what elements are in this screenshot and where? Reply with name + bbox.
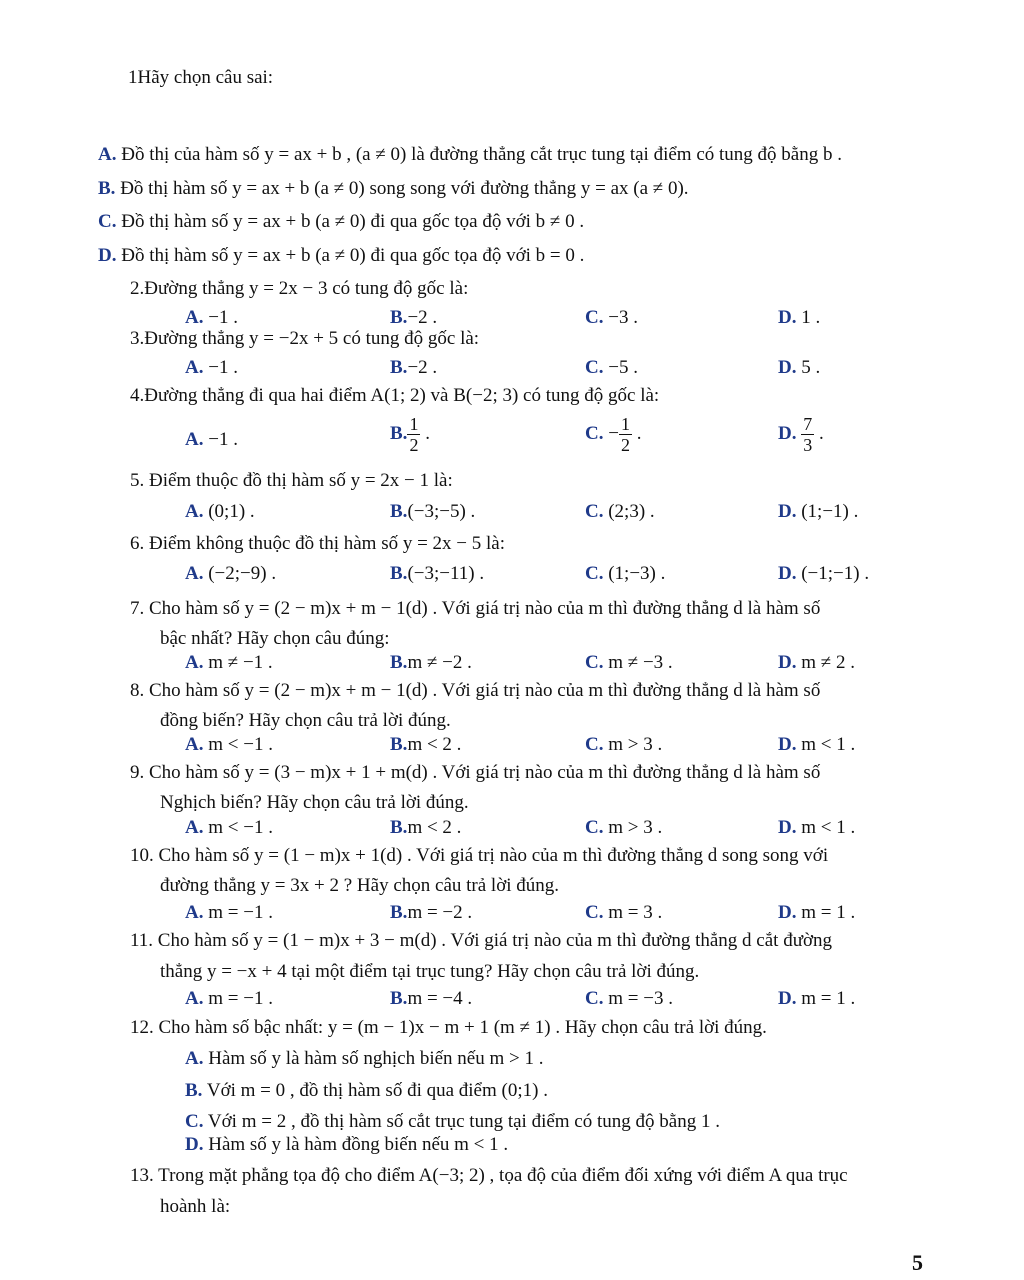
q6-option-a [185,562,276,586]
q4-option-a [185,428,238,452]
q3-a-label: A. [185,357,204,378]
q11-b-text: m = −4 . [407,988,473,1009]
q6-c-text: (1;−3) . [608,563,666,584]
q6-c-label: C. [585,563,604,584]
q8-line1: 8. Cho hàm số y = (2 − m)x + m − 1(d) . Với giá trị nào của m thì đường thẳng d là hàm số [130,680,821,701]
q7-a-text: m ≠ −1 . [208,652,273,673]
q8-option-a [185,733,273,757]
q1-option-d [98,244,584,268]
q8-c-text: m > 3 . [608,734,663,755]
q7-line2: bậc nhất? Hãy chọn câu đúng: [160,628,390,649]
q4-option-c: C. − $\frac{1}{2}$ . [585,414,642,455]
q12-c-text: Với m = 2 , đồ thị hàm số cắt trục tung tại điểm có tung độ bằng 1 . [207,1111,720,1132]
q12-option-c [185,1110,720,1134]
q12-a-text: Hàm số y là hàm số nghịch biến nếu m > 1 . [208,1048,544,1069]
q5-option-c [585,500,655,524]
q9-line2: Nghịch biến? Hãy chọn câu trả lời đúng. [160,792,469,813]
q3-option-d [778,356,820,380]
q6-d-label: D. [778,563,797,584]
q4-d-label: D. [778,422,797,444]
q4-b-fraction [407,414,420,455]
q1-option-b [98,177,689,201]
q2-d-label: D. [778,307,797,328]
q6-b-text: (−3;−11) . [407,563,485,584]
q3-option-c [585,356,638,380]
q6-title: 6. Điểm không thuộc đồ thị hàm số y = 2x − 5 là: [130,533,506,554]
q3-option-a [185,356,238,380]
q10-b-text: m = −2 . [407,902,473,923]
q1-option-d-text: Đồ thị hàm số y = ax + b (a ≠ 0) đi qua gốc tọa độ với b = 0 . [121,245,585,266]
q9-b-text: m < 2 . [407,817,462,838]
q8-option-b [390,733,461,757]
q5-b-text: (−3;−5) . [407,501,476,522]
q12-c-label: C. [185,1111,204,1132]
q11-line1: 11. Cho hàm số y = (1 − m)x + 3 − m(d) . Với giá trị nào của m thì đường thẳng d cắt đường [130,930,833,951]
q7-a-label: A. [185,652,204,673]
q1-option-c-label: C. [98,211,117,232]
q10-c-label: C. [585,902,604,923]
q3-a-text: −1 . [208,357,238,378]
q4-d-fraction [801,414,814,455]
q12-title: 12. Cho hàm số bậc nhất: y = (m − 1)x − m + 1 (m ≠ 1) . Hãy chọn câu trả lời đúng. [130,1017,767,1038]
q8-b-label: B. [390,734,408,755]
q5-option-a [185,500,255,524]
q11-b-label: B. [390,988,408,1009]
q6-a-label: A. [185,563,204,584]
q3-d-label: D. [778,357,797,378]
q7-option-d [778,651,855,675]
q4-c-numerator: 1 [620,414,630,434]
q8-d-label: D. [778,734,797,755]
q3-title: 3.Đường thẳng y = −2x + 5 có tung độ gốc là: [130,328,480,349]
q2-option-d [778,306,820,330]
q6-b-label: B. [390,563,408,584]
q11-c-label: C. [585,988,604,1009]
q8-a-label: A. [185,734,204,755]
q1-option-d-label: D. [98,245,117,266]
q5-d-text: (1;−1) . [801,501,859,522]
q4-option-b: B. $\frac{1}{2}$ . [390,414,430,455]
q5-option-d [778,500,858,524]
q4-a-text: −1 . [208,429,238,450]
q12-option-b [185,1079,548,1103]
q7-option-a [185,651,273,675]
q1-option-a-text: Đồ thị của hàm số y = ax + b , (a ≠ 0) là đường thẳng cắt trục tung tại điểm có tung độ bằng b . [121,144,842,165]
q7-c-text: m ≠ −3 . [608,652,673,673]
q2-b-text: −2 . [407,307,438,328]
q4-c-sign: − [608,422,619,444]
q5-a-text: (0;1) . [208,501,255,522]
q7-option-b [390,651,472,675]
q8-option-c [585,733,662,757]
q9-b-label: B. [390,817,408,838]
q1-option-c [98,210,584,234]
q13-line2: hoành là: [160,1196,231,1217]
q11-c-text: m = −3 . [608,988,673,1009]
q8-b-text: m < 2 . [407,734,462,755]
q10-a-text: m = −1 . [208,902,273,923]
q6-d-text: (−1;−1) . [801,563,870,584]
q6-a-text: (−2;−9) . [208,563,277,584]
q13-line1: 13. Trong mặt phẳng tọa độ cho điểm A(−3; 2) , tọa độ của điểm đối xứng với điểm A qua trục [130,1165,848,1186]
q11-a-label: A. [185,988,204,1009]
q4-b-label: B. [390,422,408,444]
q9-option-b [390,816,461,840]
q1-option-c-text: Đồ thị hàm số y = ax + b (a ≠ 0) đi qua gốc tọa độ với b ≠ 0 . [121,211,585,232]
q3-b-text: −2 . [407,357,438,378]
q2-a-label: A. [185,307,204,328]
q12-option-a [185,1047,543,1071]
q2-d-text: 1 . [801,307,821,328]
q4-d-denominator: 3 [803,435,813,455]
q9-c-text: m > 3 . [608,817,663,838]
q6-option-d [778,562,869,586]
q5-d-label: D. [778,501,797,522]
q5-b-label: B. [390,501,408,522]
q4-d-numerator: 7 [803,414,813,434]
q4-a-label: A. [185,429,204,450]
q1-option-b-text: Đồ thị hàm số y = ax + b (a ≠ 0) song song với đường thẳng y = ax (a ≠ 0). [120,178,689,199]
q8-line2: đồng biến? Hãy chọn câu trả lời đúng. [160,710,451,731]
q4-b-numerator: 1 [409,414,419,434]
q12-b-label: B. [185,1080,203,1101]
q10-line2: đường thẳng y = 3x + 2 ? Hãy chọn câu trả lời đúng. [160,875,560,896]
q10-d-text: m = 1 . [801,902,856,923]
q11-option-c [585,987,673,1011]
q7-c-label: C. [585,652,604,673]
q12-a-label: A. [185,1048,204,1069]
q10-c-text: m = 3 . [608,902,663,923]
q11-option-a [185,987,273,1011]
q1-option-a-label: A. [98,144,117,165]
q9-a-text: m < −1 . [208,817,273,838]
q10-option-b [390,901,472,925]
q9-d-label: D. [778,817,797,838]
q3-d-text: 5 . [801,357,821,378]
q10-option-d [778,901,855,925]
q1-option-b-label: B. [98,178,116,199]
q11-a-text: m = −1 . [208,988,273,1009]
q11-line2: thẳng y = −x + 4 tại một điểm tại trục tung? Hãy chọn câu trả lời đúng. [160,961,700,982]
q5-c-text: (2;3) . [608,501,655,522]
q11-d-text: m = 1 . [801,988,856,1009]
q5-a-label: A. [185,501,204,522]
q9-line1: 9. Cho hàm số y = (3 − m)x + 1 + m(d) . Với giá trị nào của m thì đường thẳng d là hàm số [130,762,821,783]
q9-option-d [778,816,855,840]
q8-option-d [778,733,855,757]
q3-c-label: C. [585,357,604,378]
q12-option-d [185,1133,508,1157]
q11-option-d [778,987,855,1011]
q4-c-denominator: 2 [620,435,630,455]
q4-c-label: C. [585,422,604,444]
q11-option-b [390,987,472,1011]
q5-c-label: C. [585,501,604,522]
q7-b-text: m ≠ −2 . [407,652,472,673]
q10-option-c [585,901,662,925]
q8-d-text: m < 1 . [801,734,856,755]
q1-title: 1Hãy chọn câu sai: [128,67,274,88]
q4-b-denominator: 2 [409,435,419,455]
q7-option-c [585,651,673,675]
q6-option-c [585,562,665,586]
q12-b-text: Với m = 0 , đồ thị hàm số đi qua điểm (0;1) . [206,1080,548,1101]
q5-title: 5. Điểm thuộc đồ thị hàm số y = 2x − 1 là: [130,470,453,491]
q7-d-text: m ≠ 2 . [801,652,855,673]
q4-option-d: D. $\frac{7}{3}$ . [778,414,824,455]
q3-b-label: B. [390,357,408,378]
q2-b-label: B. [390,307,408,328]
q3-option-b [390,356,437,380]
q9-a-label: A. [185,817,204,838]
q4-c-fraction [619,414,632,455]
q9-d-text: m < 1 . [801,817,856,838]
q1-option-a [98,143,842,167]
q10-d-label: D. [778,902,797,923]
q7-b-label: B. [390,652,408,673]
q10-option-a [185,901,273,925]
page-number: 5 [912,1250,923,1275]
q2-title: 2.Đường thẳng y = 2x − 3 có tung độ gốc là: [130,278,469,299]
q6-option-b [390,562,484,586]
q8-a-text: m < −1 . [208,734,273,755]
q3-c-text: −5 . [608,357,638,378]
q10-line1: 10. Cho hàm số y = (1 − m)x + 1(d) . Với giá trị nào của m thì đường thẳng d song song với [130,845,829,866]
q5-option-b [390,500,475,524]
q9-option-c [585,816,662,840]
q10-b-label: B. [390,902,408,923]
q11-d-label: D. [778,988,797,1009]
q12-d-label: D. [185,1134,204,1155]
q8-c-label: C. [585,734,604,755]
q2-c-label: C. [585,307,604,328]
q7-d-label: D. [778,652,797,673]
q2-a-text: −1 . [208,307,238,328]
q10-a-label: A. [185,902,204,923]
q9-option-a [185,816,273,840]
q2-option-c [585,306,638,330]
q2-c-text: −3 . [608,307,638,328]
q4-title: 4.Đường thẳng đi qua hai điểm A(1; 2) và B(−2; 3) có tung độ gốc là: [130,385,660,406]
q7-line1: 7. Cho hàm số y = (2 − m)x + m − 1(d) . Với giá trị nào của m thì đường thẳng d là hàm số [130,598,821,619]
q12-d-text: Hàm số y là hàm đồng biến nếu m < 1 . [208,1134,509,1155]
q9-c-label: C. [585,817,604,838]
